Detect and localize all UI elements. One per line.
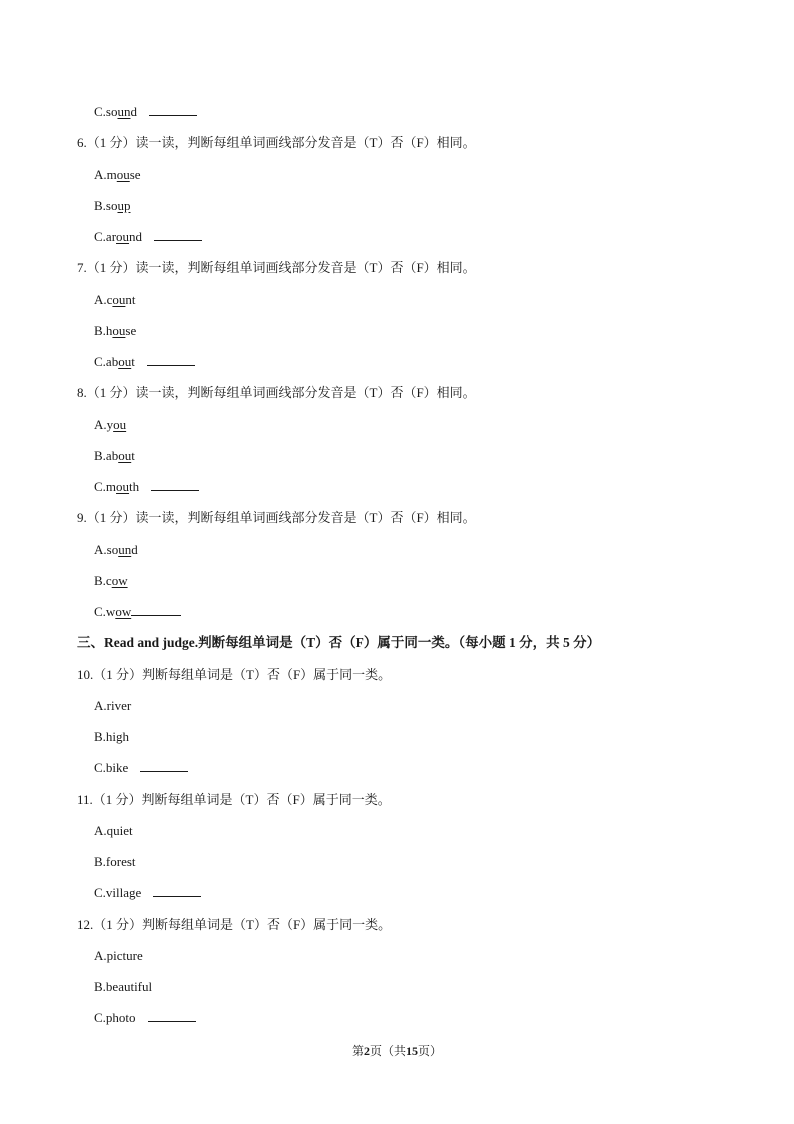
question-stem: 8.（1 分）读一读，判断每组单词画线部分发音是（T）否（F）相同。	[77, 385, 476, 400]
answer-blank[interactable]	[149, 104, 197, 116]
option-text-rest: th	[129, 479, 140, 494]
answer-blank[interactable]	[154, 229, 202, 241]
option-text-rest: t	[131, 448, 135, 463]
answer-option	[94, 166, 141, 184]
footer-middle: 页（共	[369, 1044, 406, 1058]
answer-option	[94, 978, 152, 996]
answer-option	[94, 103, 197, 121]
answer-option	[94, 1009, 196, 1027]
option-text: A.picture	[94, 948, 143, 963]
answer-option	[94, 572, 128, 590]
question-stem: 10.（1 分）判断每组单词是（T）否（F）属于同一类。	[77, 667, 392, 682]
underlined-letters: ou	[112, 292, 126, 307]
question-stem: 6.（1 分）读一读，判断每组单词画线部分发音是（T）否（F）相同。	[77, 135, 476, 150]
question-stem: 7.（1 分）读一读，判断每组单词画线部分发音是（T）否（F）相同。	[77, 260, 476, 275]
question-stem: 12.（1 分）判断每组单词是（T）否（F）属于同一类。	[77, 917, 392, 932]
answer-option	[94, 853, 136, 871]
answer-blank[interactable]	[151, 479, 199, 491]
option-text: C.bike	[94, 760, 129, 775]
option-text-rest: se	[129, 167, 141, 182]
underlined-letters: ou	[116, 479, 130, 494]
underlined-letters: ou	[116, 229, 130, 244]
option-text: A.quiet	[94, 823, 133, 838]
option-text-rest: se	[125, 323, 137, 338]
underlined-letters: ou	[116, 167, 130, 182]
answer-blank[interactable]	[140, 760, 188, 772]
option-text: B.forest	[94, 854, 136, 869]
answer-option	[94, 603, 181, 621]
option-text-rest: t	[131, 354, 135, 369]
option-text: C.w	[94, 604, 116, 619]
underlined-letters: up	[117, 198, 131, 213]
answer-blank[interactable]	[153, 885, 201, 897]
footer-prefix: 第	[351, 1044, 364, 1058]
answer-option	[94, 697, 131, 715]
underlined-letters: un	[118, 542, 132, 557]
answer-option	[94, 447, 135, 465]
footer-total-pages: 15	[406, 1044, 418, 1058]
underlined-letters: ou	[118, 448, 132, 463]
underlined-letters: un	[117, 104, 131, 119]
answer-option	[94, 353, 195, 371]
option-text-rest: d	[130, 104, 137, 119]
footer-page-number: 2	[363, 1044, 370, 1058]
option-text: C.photo	[94, 1010, 136, 1025]
option-text-rest: nd	[129, 229, 143, 244]
answer-option	[94, 822, 133, 840]
underlined-letters: ou	[113, 417, 127, 432]
question-stem: 11.（1 分）判断每组单词是（T）否（F）属于同一类。	[77, 792, 391, 807]
option-text: A.so	[94, 542, 119, 557]
answer-option	[94, 478, 199, 496]
option-text: B.high	[94, 729, 130, 744]
option-text: C.ar	[94, 229, 117, 244]
answer-option	[94, 228, 202, 246]
underlined-letters: ow	[111, 573, 128, 588]
option-text: C.so	[94, 104, 118, 119]
underlined-letters: ou	[118, 354, 132, 369]
answer-option	[94, 759, 188, 777]
answer-blank[interactable]	[148, 1010, 196, 1022]
page-footer	[0, 1043, 794, 1059]
answer-option	[94, 416, 126, 434]
underlined-letters: ou	[112, 323, 126, 338]
option-text: A.m	[94, 167, 117, 182]
question-stem: 9.（1 分）读一读，判断每组单词画线部分发音是（T）否（F）相同。	[77, 510, 476, 525]
option-text: B.so	[94, 198, 118, 213]
answer-option	[94, 291, 136, 309]
answer-option	[94, 541, 138, 559]
answer-option	[94, 884, 201, 902]
answer-option	[94, 728, 129, 746]
option-text: B.h	[94, 323, 113, 338]
underlined-letters: ow	[115, 604, 132, 619]
option-text: B.ab	[94, 448, 119, 463]
option-text: A.y	[94, 417, 114, 432]
option-text: C.village	[94, 885, 142, 900]
option-text-rest: nt	[125, 292, 136, 307]
option-text: A.river	[94, 698, 132, 713]
option-text: B.beautiful	[94, 979, 153, 994]
option-text: B.c	[94, 573, 112, 588]
footer-suffix: 页）	[418, 1044, 443, 1058]
section-heading: 三、Read and judge.判断每组单词是（T）否（F）属于同一类。（每小题 1 分，共 5 分）	[77, 635, 601, 650]
option-text: C.ab	[94, 354, 119, 369]
option-text: A.c	[94, 292, 113, 307]
option-text-rest: d	[131, 542, 138, 557]
answer-option	[94, 197, 130, 215]
answer-blank[interactable]	[147, 354, 195, 366]
answer-option	[94, 322, 136, 340]
answer-option	[94, 947, 143, 965]
option-text: C.m	[94, 479, 117, 494]
answer-blank[interactable]	[131, 604, 181, 616]
